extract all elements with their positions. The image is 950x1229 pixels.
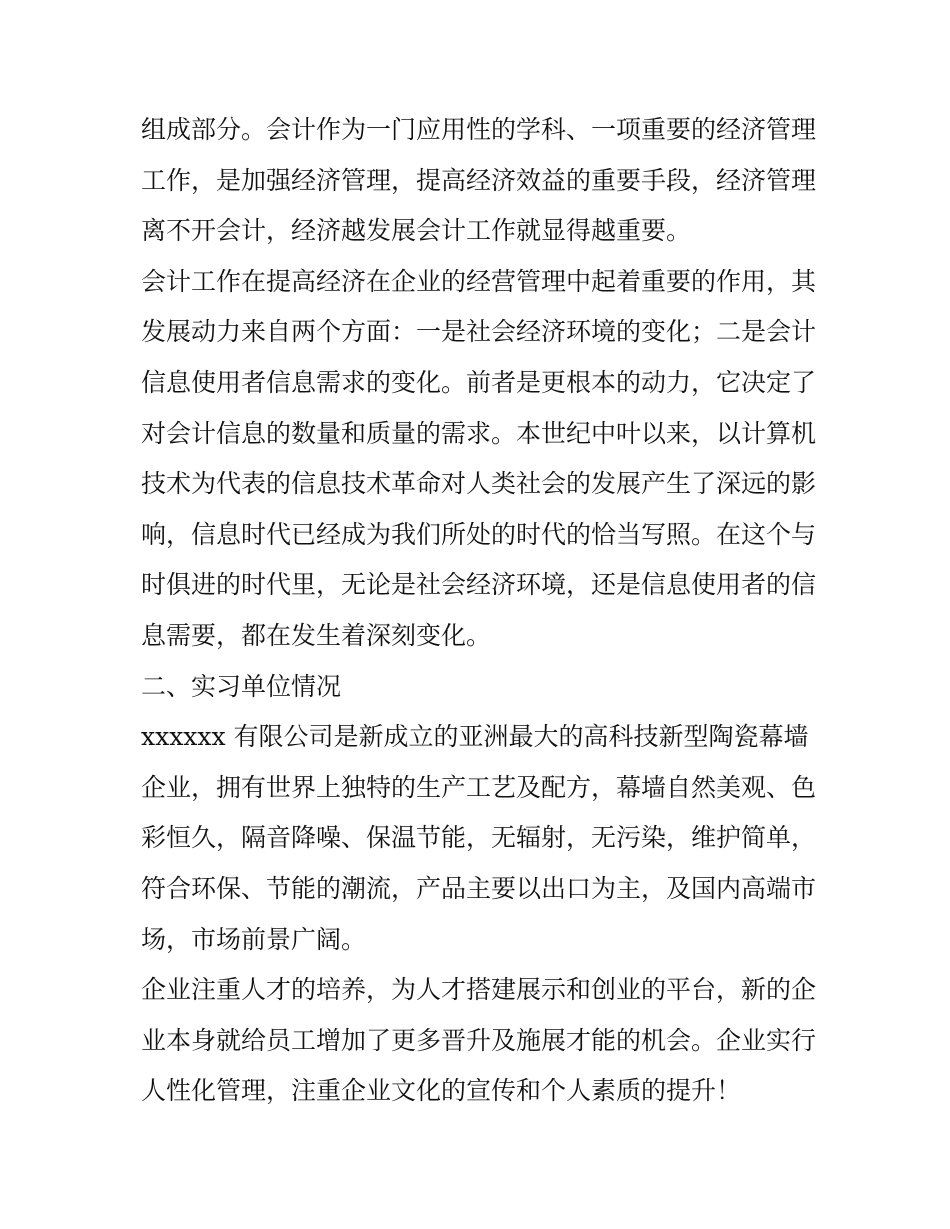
text-line: 发展动力来自两个方面：一是社会经济环境的变化；二是会计	[141, 317, 817, 347]
text-line: 企业注重人才的培养，为人才搭建展示和创业的平台，新的企	[141, 975, 817, 1005]
section-heading: 二、实习单位情况	[141, 671, 342, 701]
text-line: 工作，是加强经济管理，提高经济效益的重要手段，经济管理	[141, 165, 817, 195]
text-line: 对会计信息的数量和质量的需求。本世纪中叶以来，以计算机	[141, 418, 817, 448]
document-body	[141, 109, 821, 1121]
text-line: 彩恒久，隔音降噪、保温节能，无辐射，无污染，维护简单，	[141, 823, 817, 853]
text-line: 符合环保、节能的潮流，产品主要以出口为主，及国内高端市	[141, 873, 817, 903]
text-line: 业本身就给员工增加了更多晋升及施展才能的机会。企业实行	[141, 1025, 817, 1055]
text-line: 息需要，都在发生着深刻变化。	[141, 620, 492, 650]
text-line: xxxxxx 有限公司是新成立的亚洲最大的高科技新型陶瓷幕墙	[141, 722, 809, 752]
text-line: 信息使用者信息需求的变化。前者是更根本的动力，它决定了	[141, 367, 817, 397]
text-line: 人性化管理，注重企业文化的宣传和个人素质的提升！	[141, 1076, 742, 1106]
text-line: 组成部分。会计作为一门应用性的学科、一项重要的经济管理	[141, 115, 817, 144]
text-line: 会计工作在提高经济在企业的经营管理中起着重要的作用，其	[141, 266, 817, 296]
text-line: 响，信息时代已经成为我们所处的时代的恰当写照。在这个与	[141, 519, 817, 549]
text-line: 时俱进的时代里，无论是社会经济环境，还是信息使用者的信	[141, 570, 817, 600]
text-line: 离不开会计，经济越发展会计工作就显得越重要。	[141, 216, 692, 246]
text-line: 企业，拥有世界上独特的生产工艺及配方，幕墙自然美观、色	[141, 772, 817, 802]
text-line: 场，市场前景广阔。	[141, 924, 367, 954]
text-line: 技术为代表的信息技术革命对人类社会的发展产生了深远的影	[141, 469, 817, 499]
